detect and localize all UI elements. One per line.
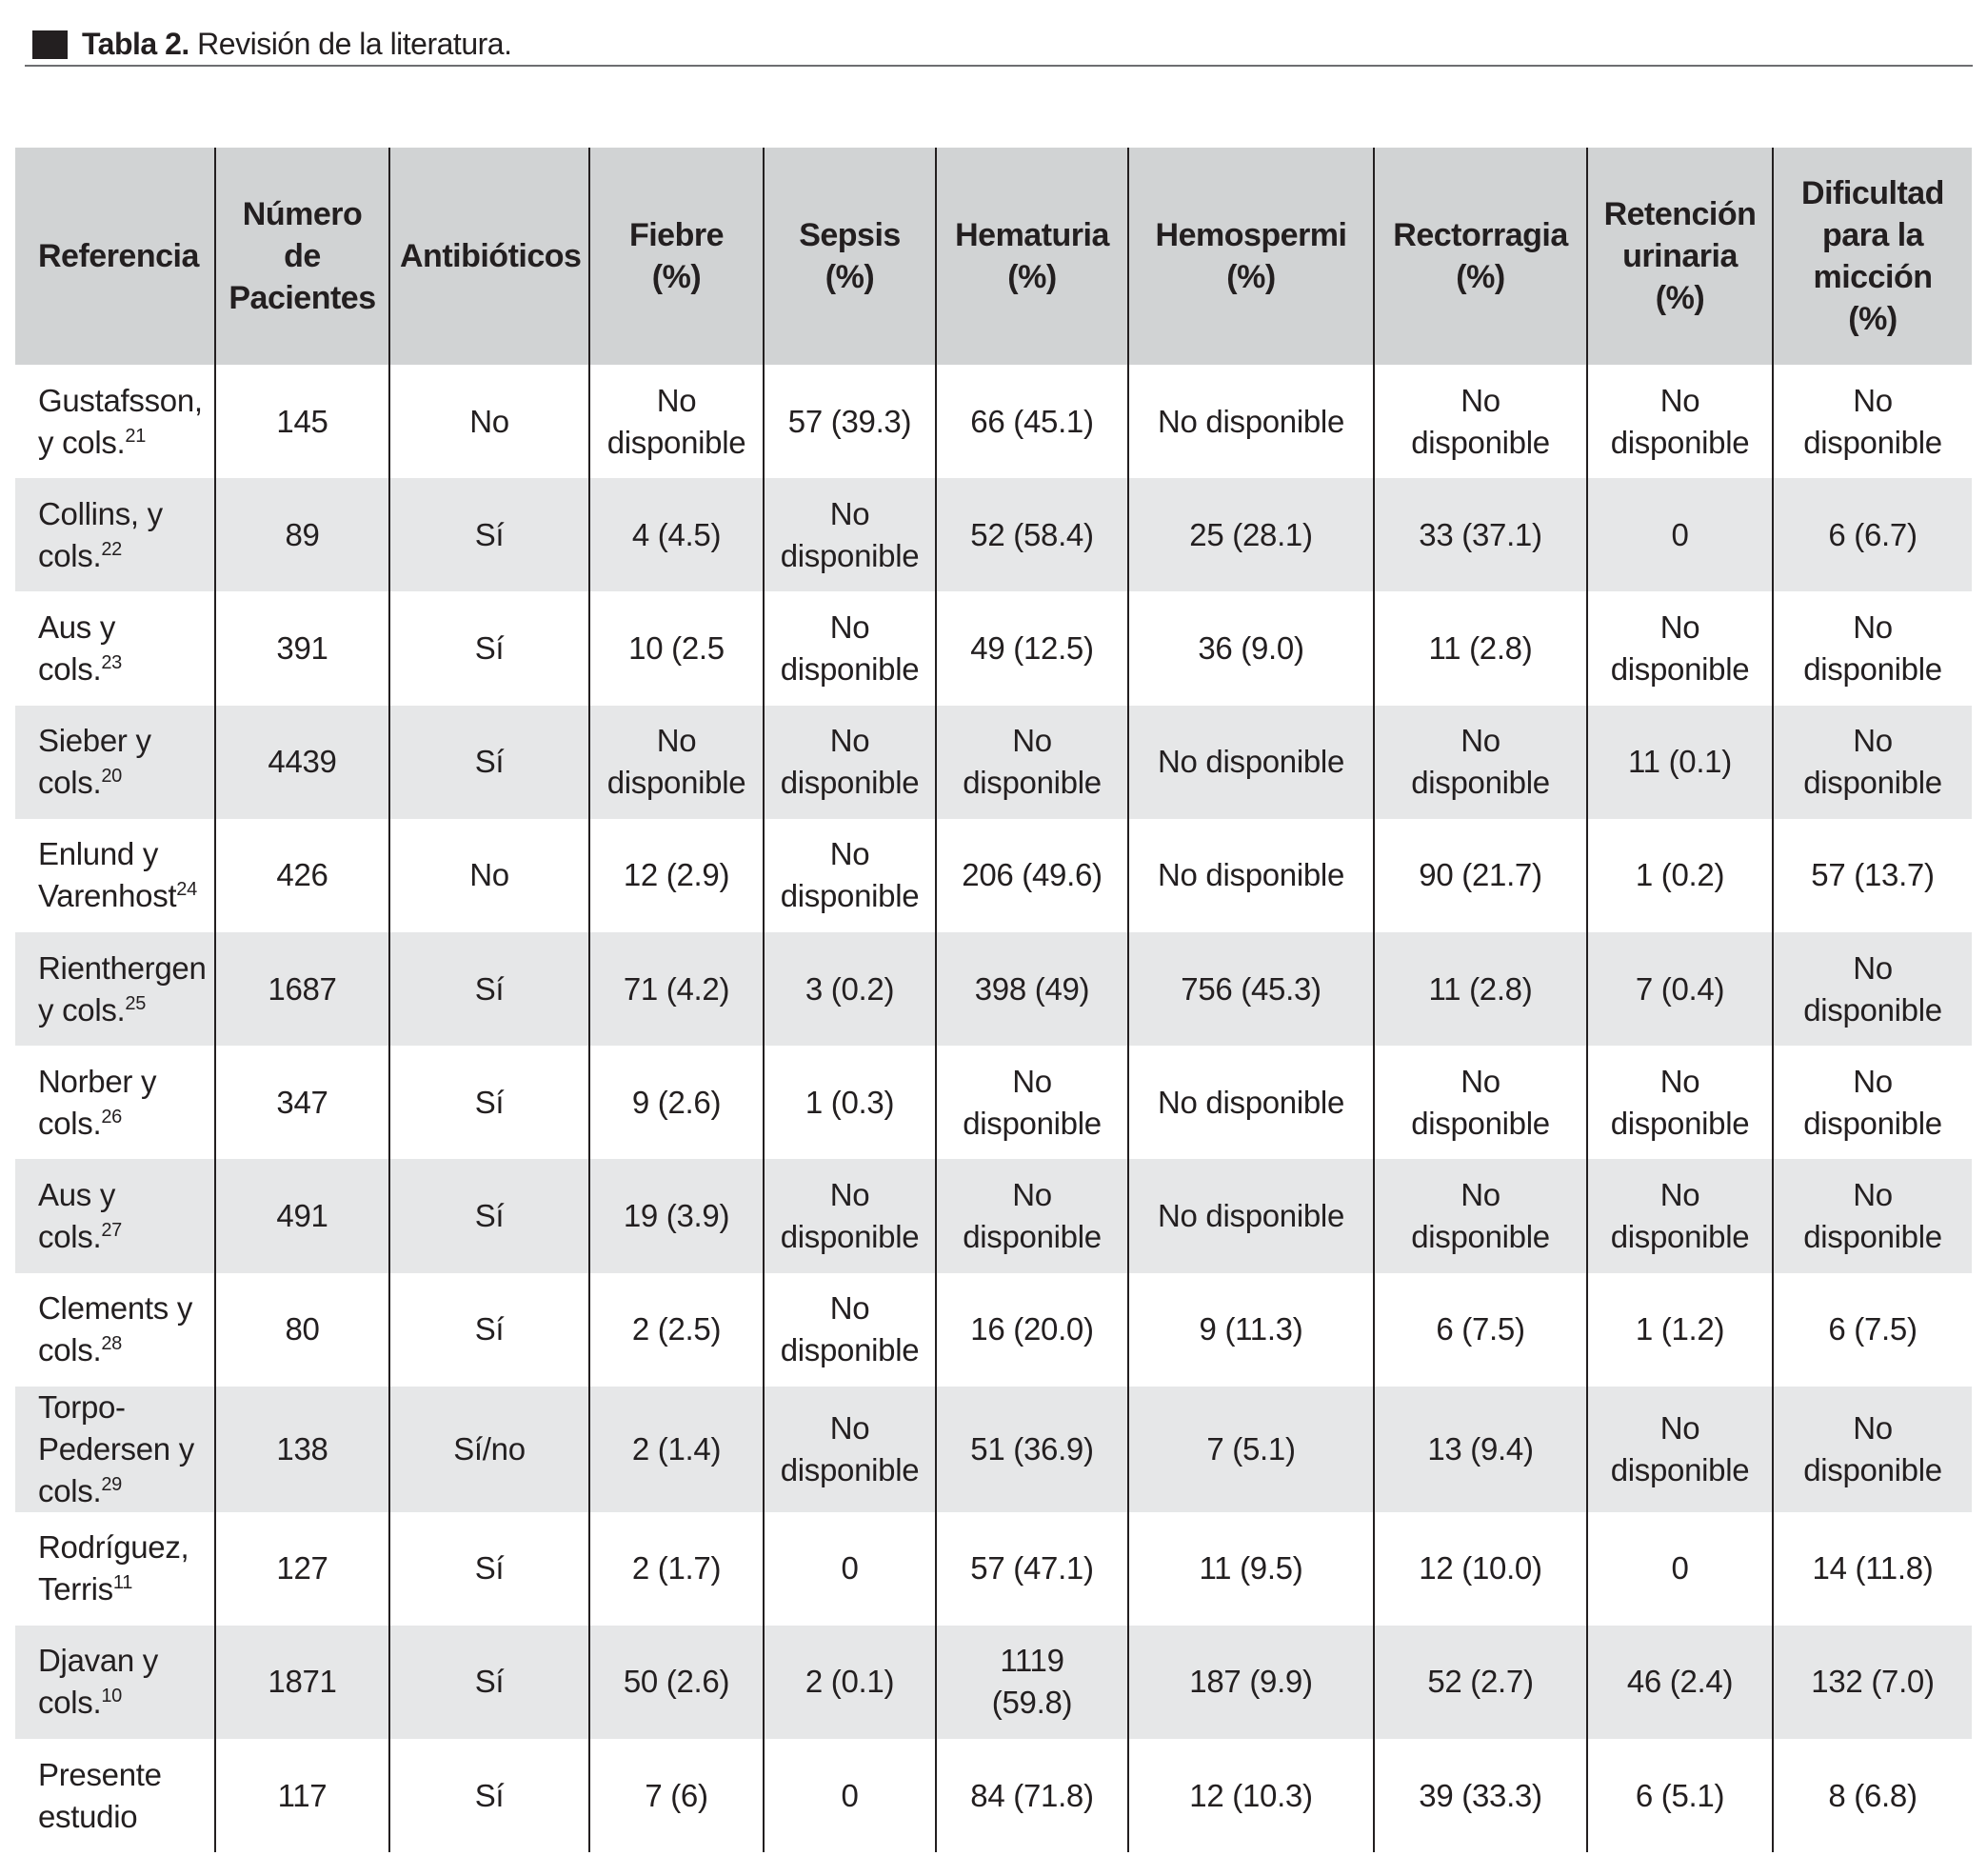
table-cell: 33 (37.1) xyxy=(1374,478,1587,591)
reference-name: Aus y cols. xyxy=(38,609,116,687)
table-cell: 90 (21.7) xyxy=(1374,819,1587,932)
table-cell: 491 xyxy=(215,1159,389,1272)
citation-number: 27 xyxy=(101,1219,123,1241)
table-cell: 6 (7.5) xyxy=(1374,1273,1587,1387)
table-cell: 398 (49) xyxy=(936,932,1128,1046)
table-cell: 6 (5.1) xyxy=(1587,1739,1773,1852)
table-cell: 57 (47.1) xyxy=(936,1512,1128,1626)
reference-name: Aus y cols. xyxy=(38,1176,116,1254)
table-cell: 7 (5.1) xyxy=(1128,1387,1374,1512)
table-cell: 52 (58.4) xyxy=(936,478,1128,591)
table-cell: No disponible xyxy=(589,706,764,819)
table-cell: 2 (1.4) xyxy=(589,1387,764,1512)
table-cell: 426 xyxy=(215,819,389,932)
reference-name: Gustafsson, y cols. xyxy=(38,382,203,460)
table-cell: Sí xyxy=(389,591,589,705)
table-cell: 0 xyxy=(1587,478,1773,591)
table-cell: 10 (2.5 xyxy=(589,591,764,705)
column-header: Referencia xyxy=(38,238,199,274)
table-cell: 0 xyxy=(764,1739,936,1852)
column-header: Hemospermi (%) xyxy=(1128,148,1374,365)
column-header: Número de Pacientes xyxy=(215,148,389,365)
citation-number: 28 xyxy=(101,1333,123,1355)
table-body xyxy=(15,365,1972,1852)
table-cell: 4439 xyxy=(215,706,389,819)
table-cell: Sí xyxy=(389,1512,589,1626)
table-cell: 6 (6.7) xyxy=(1773,478,1972,591)
column-header: Sepsis (%) xyxy=(764,148,936,365)
citation-number: 20 xyxy=(101,766,123,788)
table-cell: 80 xyxy=(215,1273,389,1387)
table-row xyxy=(15,1273,1972,1387)
table-cell: No disponible xyxy=(1773,1387,1972,1512)
table-cell: 11 (2.8) xyxy=(1374,591,1587,705)
table-cell: 52 (2.7) xyxy=(1374,1626,1587,1739)
table-cell: 7 (0.4) xyxy=(1587,932,1773,1046)
table-cell: 138 xyxy=(215,1387,389,1512)
table-cell: 11 (2.8) xyxy=(1374,932,1587,1046)
reference-name: Collins, y cols. xyxy=(38,495,163,573)
table-cell: 12 (2.9) xyxy=(589,819,764,932)
reference-cell xyxy=(15,1626,215,1739)
table-cell: 756 (45.3) xyxy=(1128,932,1374,1046)
table-cell: 12 (10.0) xyxy=(1374,1512,1587,1626)
table-cell: 187 (9.9) xyxy=(1128,1626,1374,1739)
table-cell: No disponible xyxy=(764,591,936,705)
reference-cell xyxy=(15,478,215,591)
citation-number: 25 xyxy=(125,992,147,1014)
column-header: Dificultad para la micción (%) xyxy=(1773,148,1972,365)
table-cell: 391 xyxy=(215,591,389,705)
table-cell: 36 (9.0) xyxy=(1128,591,1374,705)
table-cell: No disponible xyxy=(1773,706,1972,819)
table-cell: 13 (9.4) xyxy=(1374,1387,1587,1512)
table-cell: No disponible xyxy=(1128,706,1374,819)
table-row xyxy=(15,591,1972,705)
table-cell: No disponible xyxy=(1374,1159,1587,1272)
table-cell: Sí xyxy=(389,1046,589,1159)
reference-cell xyxy=(15,591,215,705)
table-cell: 132 (7.0) xyxy=(1773,1626,1972,1739)
table-row xyxy=(15,1512,1972,1626)
column-header: Retención urinaria (%) xyxy=(1587,148,1773,365)
table-cell: No disponible xyxy=(1374,365,1587,478)
table-cell: No disponible xyxy=(1128,1046,1374,1159)
table-cell: No disponible xyxy=(1587,365,1773,478)
table-cell: No xyxy=(389,819,589,932)
table-cell: 7 (6) xyxy=(589,1739,764,1852)
citation-number: 21 xyxy=(125,425,147,447)
table-cell: No disponible xyxy=(1773,932,1972,1046)
reference-cell xyxy=(15,932,215,1046)
table-cell: 89 xyxy=(215,478,389,591)
table-cell: No disponible xyxy=(1773,591,1972,705)
reference-cell xyxy=(15,1387,215,1512)
table-cell: No disponible xyxy=(936,706,1128,819)
table-row xyxy=(15,706,1972,819)
table-cell: 84 (71.8) xyxy=(936,1739,1128,1852)
table-row xyxy=(15,1626,1972,1739)
reference-cell xyxy=(15,819,215,932)
reference-cell xyxy=(15,1512,215,1626)
table-cell: Sí xyxy=(389,1626,589,1739)
table-cell: 9 (11.3) xyxy=(1128,1273,1374,1387)
table-row xyxy=(15,1387,1972,1512)
table-cell: 46 (2.4) xyxy=(1587,1626,1773,1739)
table-cell: 8 (6.8) xyxy=(1773,1739,1972,1852)
table-cell: No disponible xyxy=(764,478,936,591)
table-cell: 2 (2.5) xyxy=(589,1273,764,1387)
caption-marker-icon xyxy=(32,30,68,59)
citation-number: 10 xyxy=(101,1686,123,1707)
table-cell: 3 (0.2) xyxy=(764,932,936,1046)
reference-name: Djavan y cols. xyxy=(38,1643,158,1721)
table-cell: 9 (2.6) xyxy=(589,1046,764,1159)
table-cell: No disponible xyxy=(764,1159,936,1272)
reference-cell xyxy=(15,1159,215,1272)
column-header: Fiebre (%) xyxy=(589,148,764,365)
caption-text xyxy=(82,27,511,61)
reference-name: Enlund y Varenhost xyxy=(38,836,177,914)
table-cell: 0 xyxy=(1587,1512,1773,1626)
table-cell: No disponible xyxy=(1587,1046,1773,1159)
table-row xyxy=(15,1739,1972,1852)
table-row xyxy=(15,1159,1972,1272)
table-cell: No disponible xyxy=(589,365,764,478)
table-cell: 51 (36.9) xyxy=(936,1387,1128,1512)
table-cell: No disponible xyxy=(1128,1159,1374,1272)
table-cell: Sí xyxy=(389,706,589,819)
table-cell: 19 (3.9) xyxy=(589,1159,764,1272)
citation-number: 29 xyxy=(101,1473,123,1495)
table-cell: No disponible xyxy=(764,706,936,819)
reference-cell xyxy=(15,1046,215,1159)
table-cell: No disponible xyxy=(764,1387,936,1512)
table-cell: 49 (12.5) xyxy=(936,591,1128,705)
table-cell: 1871 xyxy=(215,1626,389,1739)
header-row xyxy=(15,148,1972,365)
table-cell: 39 (33.3) xyxy=(1374,1739,1587,1852)
table-cell: 1119 (59.8) xyxy=(936,1626,1128,1739)
reference-name: Norber y cols. xyxy=(38,1063,157,1141)
table-cell: 2 (0.1) xyxy=(764,1626,936,1739)
reference-cell xyxy=(15,1273,215,1387)
table-cell: 127 xyxy=(215,1512,389,1626)
table-cell: No disponible xyxy=(1374,1046,1587,1159)
reference-name: Torpo- Pedersen y cols. xyxy=(38,1388,194,1508)
table-cell: No disponible xyxy=(764,819,936,932)
table-cell: No disponible xyxy=(1773,1159,1972,1272)
table-cell: 1 (1.2) xyxy=(1587,1273,1773,1387)
table-cell: Sí xyxy=(389,932,589,1046)
table-cell: 347 xyxy=(215,1046,389,1159)
table-cell: 1687 xyxy=(215,932,389,1046)
citation-number: 24 xyxy=(176,879,197,901)
table-cell: 145 xyxy=(215,365,389,478)
table-cell: No disponible xyxy=(1587,1159,1773,1272)
table-cell: No disponible xyxy=(1587,591,1773,705)
citation-number: 26 xyxy=(101,1106,123,1128)
reference-name: Rodríguez, Terris xyxy=(38,1529,189,1607)
table-cell: 0 xyxy=(764,1512,936,1626)
table-cell: No disponible xyxy=(1587,1387,1773,1512)
table-cell: 117 xyxy=(215,1739,389,1852)
table-cell: 6 (7.5) xyxy=(1773,1273,1972,1387)
table-cell: 71 (4.2) xyxy=(589,932,764,1046)
table-cell: No disponible xyxy=(1773,1046,1972,1159)
reference-cell xyxy=(15,1739,215,1852)
table-cell: No disponible xyxy=(1128,365,1374,478)
table-cell: No disponible xyxy=(936,1046,1128,1159)
reference-name: Sieber y cols. xyxy=(38,723,151,801)
table-cell: No disponible xyxy=(764,1273,936,1387)
table-cell: 12 (10.3) xyxy=(1128,1739,1374,1852)
reference-name: Presente estudio xyxy=(38,1756,162,1834)
table-cell: 14 (11.8) xyxy=(1773,1512,1972,1626)
column-header: Antibióticos xyxy=(389,148,589,365)
table-row xyxy=(15,819,1972,932)
table-cell: 11 (0.1) xyxy=(1587,706,1773,819)
table-header xyxy=(15,148,1972,365)
table-cell: Sí xyxy=(389,1159,589,1272)
reference-cell xyxy=(15,706,215,819)
citation-number: 22 xyxy=(101,538,123,560)
table-row xyxy=(15,478,1972,591)
table-cell: 50 (2.6) xyxy=(589,1626,764,1739)
table-cell: 16 (20.0) xyxy=(936,1273,1128,1387)
table-cell: 66 (45.1) xyxy=(936,365,1128,478)
table-row xyxy=(15,365,1972,478)
reference-cell xyxy=(15,365,215,478)
caption-title: Revisión de la literatura. xyxy=(197,27,512,61)
table-cell: 1 (0.3) xyxy=(764,1046,936,1159)
table-cell: 2 (1.7) xyxy=(589,1512,764,1626)
reference-name: Rienthergen y cols. xyxy=(38,949,207,1028)
table-cell: 4 (4.5) xyxy=(589,478,764,591)
reference-name: Clements y cols. xyxy=(38,1290,193,1368)
table-caption xyxy=(25,25,1973,67)
table-cell: 1 (0.2) xyxy=(1587,819,1773,932)
table-cell: No xyxy=(389,365,589,478)
table-cell: 11 (9.5) xyxy=(1128,1512,1374,1626)
table-cell: Sí xyxy=(389,1739,589,1852)
table-cell: No disponible xyxy=(1374,706,1587,819)
table-cell: No disponible xyxy=(1128,819,1374,932)
caption-label: Tabla 2. xyxy=(82,27,189,61)
table-cell: Sí/no xyxy=(389,1387,589,1512)
table-cell: Sí xyxy=(389,1273,589,1387)
literature-review-table xyxy=(15,148,1972,1852)
table-row xyxy=(15,932,1972,1046)
table-cell: 25 (28.1) xyxy=(1128,478,1374,591)
citation-number: 11 xyxy=(112,1572,133,1594)
column-header: Hematuria (%) xyxy=(936,148,1128,365)
table-cell: 57 (13.7) xyxy=(1773,819,1972,932)
table-cell: 206 (49.6) xyxy=(936,819,1128,932)
table-row xyxy=(15,1046,1972,1159)
citation-number: 23 xyxy=(101,651,123,673)
table-cell: 57 (39.3) xyxy=(764,365,936,478)
column-header: Rectorragia (%) xyxy=(1374,148,1587,365)
table-cell: No disponible xyxy=(1773,365,1972,478)
table-cell: Sí xyxy=(389,478,589,591)
table-cell: No disponible xyxy=(936,1159,1128,1272)
